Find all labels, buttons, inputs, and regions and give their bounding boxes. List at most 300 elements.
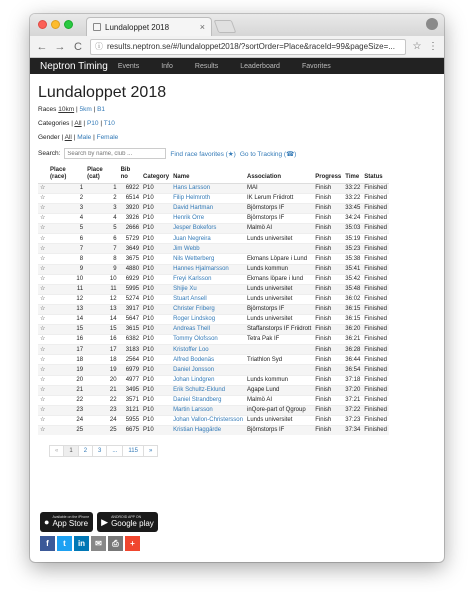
- header-place-cat[interactable]: Place (cat): [85, 165, 119, 183]
- category-cell: P10: [141, 415, 171, 425]
- category-cell: P10: [141, 355, 171, 365]
- favorite-star-icon[interactable]: ☆: [38, 214, 48, 224]
- place-cat-cell: 4: [85, 214, 119, 224]
- place-cat-cell: 1: [85, 183, 119, 193]
- runner-name-link[interactable]: Daniel Jonsson: [171, 365, 245, 375]
- profile-icon[interactable]: [426, 18, 438, 30]
- favorite-star-icon[interactable]: ☆: [38, 375, 48, 385]
- progress-cell: Finish: [313, 244, 343, 254]
- favorite-star-icon[interactable]: ☆: [38, 315, 48, 325]
- progress-cell: Finish: [313, 234, 343, 244]
- nav-favorites[interactable]: Favorites: [301, 62, 331, 70]
- place-race-cell: 23: [48, 405, 85, 415]
- place-race-cell: 20: [48, 375, 85, 385]
- runner-name-link[interactable]: Hannes Hjalmarsson: [171, 264, 245, 274]
- races-label: Races: [38, 106, 57, 113]
- header-association[interactable]: Association: [245, 165, 313, 183]
- header-bib[interactable]: Bib no: [119, 165, 141, 183]
- time-cell: 35:38: [343, 254, 362, 264]
- time-cell: 33:22: [343, 183, 362, 193]
- runner-name-link[interactable]: Kristoffer Loo: [171, 345, 245, 355]
- status-cell: Finished: [362, 385, 389, 395]
- gender-label: Gender: [38, 134, 60, 141]
- favorite-star-icon[interactable]: ☆: [38, 264, 48, 274]
- runner-name-link[interactable]: Erik Schultz-Eklund: [171, 385, 245, 395]
- table-row: [38, 274, 389, 284]
- status-cell: Finished: [362, 254, 389, 264]
- favorite-star-icon[interactable]: ☆: [38, 183, 48, 193]
- results-body: [38, 183, 389, 435]
- time-cell: 36:15: [343, 315, 362, 325]
- time-cell: 37:22: [343, 405, 362, 415]
- table-row: [38, 294, 389, 304]
- bib-cell: 6922: [119, 183, 141, 193]
- table-row: [38, 264, 389, 274]
- runner-name-link[interactable]: Alfred Bodenäs: [171, 355, 245, 365]
- favorite-star-icon[interactable]: ☆: [38, 284, 48, 294]
- runner-name-link[interactable]: David Hartman: [171, 203, 245, 213]
- google-play-text: [111, 516, 154, 528]
- linkedin-icon[interactable]: in: [74, 536, 89, 551]
- association-cell: Ekmans Löpare i Lund: [245, 254, 313, 264]
- time-cell: 35:23: [343, 244, 362, 254]
- place-race-cell: 16: [48, 335, 85, 345]
- association-cell: Lunds universitet: [245, 294, 313, 304]
- find-favorites-link[interactable]: Find race favorites (★): [170, 150, 236, 158]
- progress-cell: Finish: [313, 193, 343, 203]
- status-cell: Finished: [362, 315, 389, 325]
- favorite-star-icon[interactable]: ☆: [38, 244, 48, 254]
- categories-filter: Categories | All | P10 | T10: [38, 120, 115, 127]
- runner-name-link[interactable]: Filip Helmroth: [171, 193, 245, 203]
- nav-leaderboard[interactable]: Leaderboard: [240, 62, 280, 70]
- status-cell: Finished: [362, 335, 389, 345]
- category-cell: P10: [141, 274, 171, 284]
- table-row: [38, 345, 389, 355]
- time-cell: 34:24: [343, 214, 362, 224]
- category-cell: P10: [141, 365, 171, 375]
- place-cat-cell: 8: [85, 254, 119, 264]
- time-cell: 35:19: [343, 234, 362, 244]
- favorite-star-icon[interactable]: ☆: [38, 304, 48, 314]
- favorite-star-icon[interactable]: ☆: [38, 426, 48, 436]
- favorite-star-icon[interactable]: ☆: [38, 355, 48, 365]
- category-cell: P10: [141, 335, 171, 345]
- runner-name-link[interactable]: Johan Vallon-Christersson: [171, 415, 245, 425]
- runner-name-link[interactable]: Stuart Ansell: [171, 294, 245, 304]
- bookmark-star-icon[interactable]: ☆: [412, 41, 422, 52]
- table-row: [38, 405, 389, 415]
- favorite-star-icon[interactable]: ☆: [38, 203, 48, 213]
- table-row: [38, 254, 389, 264]
- info-icon[interactable]: ⓘ: [95, 42, 103, 51]
- association-cell: Lunds universitet: [245, 284, 313, 294]
- progress-cell: Finish: [313, 203, 343, 213]
- race-b1-link[interactable]: B1: [97, 106, 106, 113]
- pager-next[interactable]: »: [143, 445, 158, 457]
- time-cell: 36:15: [343, 304, 362, 314]
- place-cat-cell: 24: [85, 415, 119, 425]
- browser-window: [30, 14, 444, 562]
- browser-menu-icon[interactable]: ⋮: [428, 41, 438, 52]
- progress-cell: Finish: [313, 214, 343, 224]
- runner-name-link[interactable]: Freyi Karlsson: [171, 274, 245, 284]
- status-cell: Finished: [362, 375, 389, 385]
- bib-cell: 3917: [119, 304, 141, 314]
- pager-page-3[interactable]: 3: [92, 445, 107, 457]
- nav-results[interactable]: Results: [194, 62, 219, 70]
- time-cell: 35:03: [343, 224, 362, 234]
- time-cell: 36:20: [343, 325, 362, 335]
- place-cat-cell: 16: [85, 335, 119, 345]
- category-p10-link[interactable]: P10: [86, 120, 99, 127]
- page-icon: [93, 23, 101, 31]
- runner-name-link[interactable]: Christer Friberg: [171, 304, 245, 314]
- favorite-star-icon[interactable]: ☆: [38, 274, 48, 284]
- nav-info[interactable]: Info: [161, 62, 173, 70]
- status-cell: Finished: [362, 203, 389, 213]
- runner-name-link[interactable]: Kristian Haggärde: [171, 426, 245, 436]
- place-cat-cell: 17: [85, 345, 119, 355]
- category-cell: P10: [141, 395, 171, 405]
- bib-cell: 6979: [119, 365, 141, 375]
- favorite-star-icon[interactable]: ☆: [38, 294, 48, 304]
- runner-name-link[interactable]: Jim Webb: [171, 244, 245, 254]
- category-cell: P10: [141, 264, 171, 274]
- close-tab-icon[interactable]: ×: [199, 22, 205, 32]
- time-cell: 37:20: [343, 385, 362, 395]
- table-row: [38, 415, 389, 425]
- association-cell: Ekmans löpare i lund: [245, 274, 313, 284]
- association-cell: Lunds universitet: [245, 415, 313, 425]
- category-cell: P10: [141, 315, 171, 325]
- more-share-icon[interactable]: +: [125, 536, 140, 551]
- favorite-star-icon[interactable]: ☆: [38, 254, 48, 264]
- race-10km-link[interactable]: 10km: [58, 106, 75, 113]
- table-row: [38, 304, 389, 314]
- results-table: [38, 165, 389, 435]
- runner-name-link[interactable]: Johan Lindgren: [171, 375, 245, 385]
- status-cell: Finished: [362, 345, 389, 355]
- pager-prev[interactable]: «: [49, 445, 64, 457]
- google-play-big-text: Google play: [111, 518, 154, 528]
- status-cell: Finished: [362, 284, 389, 294]
- title-bar: [30, 14, 444, 36]
- progress-cell: Finish: [313, 224, 343, 234]
- category-cell: P10: [141, 426, 171, 436]
- progress-cell: Finish: [313, 385, 343, 395]
- search-row: [38, 148, 436, 159]
- status-cell: Finished: [362, 405, 389, 415]
- association-cell: Lunds kommun: [245, 264, 313, 274]
- bib-cell: 3926: [119, 214, 141, 224]
- progress-cell: Finish: [313, 395, 343, 405]
- header-favorite: [38, 165, 48, 183]
- favorite-star-icon[interactable]: ☆: [38, 345, 48, 355]
- gender-female-link[interactable]: Female: [96, 134, 119, 141]
- table-row: [38, 214, 389, 224]
- bib-cell: 2564: [119, 355, 141, 365]
- table-row: [38, 224, 389, 234]
- gender-all-link[interactable]: All: [64, 134, 72, 141]
- place-cat-cell: 14: [85, 315, 119, 325]
- app-store-small-text: Available on the iPhone: [52, 515, 90, 520]
- place-race-cell: 10: [48, 274, 85, 284]
- association-cell: IK Lerum Friidrott: [245, 193, 313, 203]
- header-progress[interactable]: Progress: [313, 165, 343, 183]
- place-cat-cell: 5: [85, 224, 119, 234]
- browser-tab[interactable]: [86, 17, 212, 36]
- status-cell: Finished: [362, 365, 389, 375]
- runner-name-link[interactable]: Juan Negreira: [171, 234, 245, 244]
- google-play-badge[interactable]: [97, 512, 158, 532]
- place-cat-cell: 22: [85, 395, 119, 405]
- progress-cell: Finish: [313, 254, 343, 264]
- category-cell: P10: [141, 284, 171, 294]
- progress-cell: Finish: [313, 274, 343, 284]
- time-cell: 35:42: [343, 274, 362, 284]
- table-row: [38, 385, 389, 395]
- favorite-star-icon[interactable]: ☆: [38, 405, 48, 415]
- email-icon[interactable]: ✉: [91, 536, 106, 551]
- status-cell: Finished: [362, 214, 389, 224]
- status-cell: Finished: [362, 244, 389, 254]
- status-cell: Finished: [362, 294, 389, 304]
- progress-cell: Finish: [313, 355, 343, 365]
- place-cat-cell: 11: [85, 284, 119, 294]
- close-window-button[interactable]: [38, 20, 47, 29]
- bib-cell: 5729: [119, 234, 141, 244]
- favorite-star-icon[interactable]: ☆: [38, 395, 48, 405]
- category-cell: P10: [141, 183, 171, 193]
- time-cell: 37:34: [345, 427, 361, 434]
- status-cell: Finished: [362, 395, 389, 405]
- association-cell: Agape Lund: [245, 385, 313, 395]
- place-race-cell: 1: [48, 183, 85, 193]
- minimize-window-button[interactable]: [51, 20, 60, 29]
- progress-cell: Finish: [313, 325, 343, 335]
- place-cat-cell: 21: [85, 385, 119, 395]
- place-race-cell: 22: [48, 395, 85, 405]
- time-cell: 35:41: [343, 264, 362, 274]
- favorite-star-icon[interactable]: ☆: [38, 385, 48, 395]
- progress-cell: Finish: [313, 264, 343, 274]
- runner-name-link[interactable]: Tommy Olofsson: [171, 335, 245, 345]
- maximize-window-button[interactable]: [64, 20, 73, 29]
- bib-cell: 3121: [119, 405, 141, 415]
- place-cat-cell: 13: [85, 304, 119, 314]
- runner-name-link[interactable]: Roger Lindskog: [171, 315, 245, 325]
- print-icon[interactable]: ⎙: [108, 536, 123, 551]
- runner-name-link[interactable]: Martin Larsson: [171, 405, 245, 415]
- status-cell: Finished: [362, 183, 389, 193]
- bib-cell: 3495: [119, 385, 141, 395]
- runner-name-link[interactable]: Hans Larsson: [171, 183, 245, 193]
- runner-name-link[interactable]: Jesper Bokefors: [171, 224, 245, 234]
- status-cell: Finished: [362, 224, 389, 234]
- place-race-cell: 17: [48, 345, 85, 355]
- time-cell: 36:02: [343, 294, 362, 304]
- place-race-cell: 13: [48, 304, 85, 314]
- category-cell: P10: [141, 294, 171, 304]
- back-icon[interactable]: ←: [36, 40, 48, 53]
- goto-tracking-link[interactable]: Go to Tracking (☎): [239, 150, 297, 158]
- table-row: [38, 234, 389, 244]
- table-row: [38, 325, 389, 335]
- search-label: Search:: [38, 150, 61, 157]
- bib-cell: 4977: [119, 375, 141, 385]
- favorite-star-icon[interactable]: ☆: [38, 325, 48, 335]
- search-input[interactable]: [64, 148, 166, 159]
- table-row: [38, 365, 389, 375]
- status-cell: Finished: [362, 426, 389, 436]
- bib-cell: 5955: [119, 415, 141, 425]
- table-row: [38, 395, 389, 405]
- tab-title: Lundaloppet 2018: [105, 22, 170, 32]
- progress-cell: Finish: [313, 284, 343, 294]
- place-cat-cell: 25: [85, 426, 119, 436]
- site-navbar: [30, 58, 444, 74]
- association-cell: Triathlon Syd: [245, 355, 313, 365]
- progress-cell: Finish: [313, 183, 343, 193]
- category-cell: P10: [141, 304, 171, 314]
- header-place-race[interactable]: Place (race): [48, 165, 85, 183]
- pager-page-2[interactable]: 2: [78, 445, 93, 457]
- race-5km-link[interactable]: 5km: [79, 106, 92, 113]
- category-cell: P10: [141, 193, 171, 203]
- place-race-cell: 7: [48, 244, 85, 254]
- progress-cell: Finish: [313, 415, 343, 425]
- social-share: [40, 536, 140, 551]
- browser-toolbar: [30, 36, 444, 58]
- favorite-star-icon[interactable]: ☆: [38, 335, 48, 345]
- status-cell: Finished: [362, 355, 389, 365]
- favorite-star-icon[interactable]: ☆: [38, 365, 48, 375]
- gender-male-link[interactable]: Male: [77, 134, 92, 141]
- place-cat-cell: 2: [85, 193, 119, 203]
- bib-cell: 6675: [119, 426, 141, 436]
- new-tab-button[interactable]: [214, 20, 237, 33]
- association-cell: Staffanstorps IF Friidrott: [245, 325, 313, 335]
- bib-cell: 6382: [119, 335, 141, 345]
- progress-cell: Finish: [313, 345, 343, 355]
- place-race-cell: 4: [48, 214, 85, 224]
- favorite-star-icon[interactable]: ☆: [38, 224, 48, 234]
- pager-page-last[interactable]: 115: [122, 445, 144, 457]
- association-cell: [245, 365, 313, 375]
- category-cell: P10: [141, 244, 171, 254]
- app-store-badge[interactable]: [40, 512, 93, 532]
- app-store-text: [52, 516, 89, 528]
- bib-cell: 3183: [119, 345, 141, 355]
- table-row: [38, 193, 389, 203]
- bib-cell: 3920: [119, 203, 141, 213]
- association-cell: Tetra Pak IF: [245, 335, 313, 345]
- table-row: [38, 183, 389, 193]
- category-cell: P10: [141, 405, 171, 415]
- bib-cell: 4880: [119, 264, 141, 274]
- place-race-cell: 15: [48, 325, 85, 335]
- time-cell: 33:45: [343, 203, 362, 213]
- place-cat-cell: 7: [85, 244, 119, 254]
- header-category[interactable]: Category: [141, 165, 171, 183]
- bib-cell: 5647: [119, 315, 141, 325]
- association-cell: MAI: [245, 183, 313, 193]
- google-play-icon: ▶: [101, 516, 109, 527]
- status-cell: Finished: [362, 415, 389, 425]
- place-cat-cell: 19: [85, 365, 119, 375]
- category-cell: P10: [141, 234, 171, 244]
- runner-name-link[interactable]: Shijie Xu: [171, 284, 245, 294]
- apple-icon: ●: [44, 517, 50, 527]
- pager-page-1[interactable]: 1: [63, 445, 78, 457]
- association-cell: Malmö AI: [245, 395, 313, 405]
- runner-name-link[interactable]: Nils Wetterberg: [171, 254, 245, 264]
- table-row: [38, 203, 389, 213]
- runner-name-link[interactable]: Henrik Orre: [171, 214, 245, 224]
- categories-label: Categories: [38, 120, 70, 127]
- table-row: [38, 426, 389, 436]
- association-cell: Malmö AI: [245, 224, 313, 234]
- favorite-star-icon[interactable]: ☆: [38, 415, 48, 425]
- table-row: [38, 244, 389, 254]
- twitter-icon[interactable]: t: [57, 536, 72, 551]
- association-cell: [245, 244, 313, 254]
- place-cat-cell: 18: [85, 355, 119, 365]
- progress-cell: Finish: [313, 405, 343, 415]
- facebook-icon[interactable]: f: [40, 536, 55, 551]
- association-cell: Lunds universitet: [245, 315, 313, 325]
- place-cat-cell: 20: [85, 375, 119, 385]
- header-status[interactable]: Status: [362, 165, 389, 183]
- place-race-cell: 9: [48, 264, 85, 274]
- association-cell: Björnstorps IF: [245, 426, 313, 436]
- progress-cell: Finish: [313, 304, 343, 314]
- category-cell: P10: [141, 224, 171, 234]
- place-race-cell: 8: [48, 254, 85, 264]
- category-t10-link[interactable]: T10: [103, 120, 115, 127]
- reload-icon[interactable]: C: [74, 40, 82, 53]
- runner-name-link[interactable]: Daniel Strandberg: [171, 395, 245, 405]
- nav-events[interactable]: Events: [117, 62, 140, 70]
- category-all-link[interactable]: All: [74, 120, 82, 127]
- place-race-cell: 2: [48, 193, 85, 203]
- site-brand[interactable]: Neptron Timing: [40, 60, 108, 72]
- association-cell: Lunds universitet: [245, 234, 313, 244]
- association-cell: Lunds kommun: [245, 375, 313, 385]
- progress-cell: Finish: [313, 365, 343, 375]
- runner-name-link[interactable]: Andreas Thell: [171, 325, 245, 335]
- association-cell: inQore-part of Qgroup: [245, 405, 313, 415]
- address-bar[interactable]: [90, 39, 406, 55]
- status-cell: Finished: [362, 264, 389, 274]
- table-row: [38, 315, 389, 325]
- bib-cell: 6929: [119, 274, 141, 284]
- url-text[interactable]: results.neptron.se/#/lundaloppet2018/?sortOrder=Place&raceId=99&pageSize=...: [107, 42, 395, 51]
- favorite-star-icon[interactable]: ☆: [38, 234, 48, 244]
- bib-cell: 6514: [119, 193, 141, 203]
- forward-icon[interactable]: →: [54, 40, 66, 53]
- favorite-star-icon[interactable]: ☆: [38, 193, 48, 203]
- main-content: [30, 74, 444, 457]
- progress-cell: Finish: [313, 315, 343, 325]
- place-race-cell: 6: [48, 234, 85, 244]
- place-race-cell: 5: [48, 224, 85, 234]
- status-cell: Finished: [362, 193, 389, 203]
- place-cat-cell: 3: [85, 203, 119, 213]
- header-time[interactable]: Time: [343, 165, 362, 183]
- header-name[interactable]: Name: [171, 165, 245, 183]
